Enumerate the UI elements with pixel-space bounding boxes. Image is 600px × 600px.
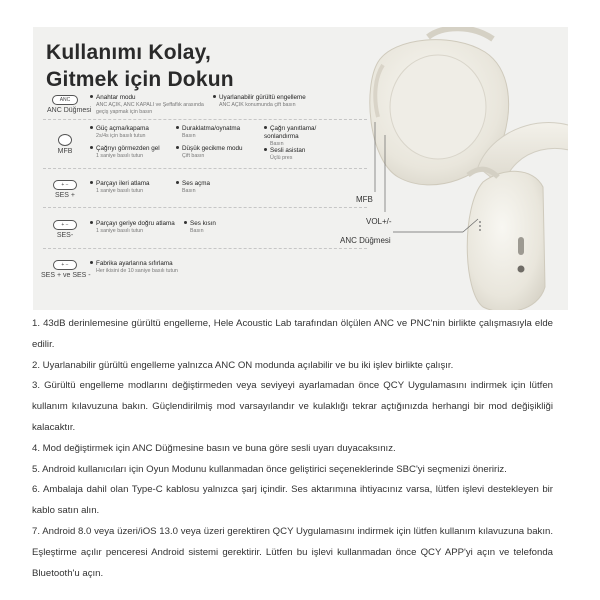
lower-earcup	[467, 171, 545, 310]
mfb-button-label: MFB	[57, 148, 73, 155]
mfb-button-icon	[58, 134, 72, 146]
anc-callout: ANC Düğmesi	[340, 236, 391, 245]
function-volume-down: Ses kısın Basın	[184, 220, 216, 235]
bullet-icon	[176, 181, 179, 184]
note-item: 1. 43dB derinlemesine gürültü engelleme, Hele Acoustic Lab tarafından ölçülen ANC ve PNC'nin birlikte çalışmasıyla elde edilir.	[32, 318, 553, 350]
bullet-icon	[176, 126, 179, 129]
title-line-1: Kullanımı Kolay,	[46, 41, 212, 64]
anc-pill: ANC	[52, 95, 78, 105]
vol-down-diagram	[47, 220, 83, 239]
mfb-callout: MFB	[356, 195, 373, 204]
function-play-pause: Duraklatma/oynatma Basın	[176, 125, 240, 140]
vol-up-diagram	[47, 180, 83, 199]
bullet-icon	[90, 181, 93, 184]
row-divider	[43, 168, 367, 169]
bullet-icon	[264, 126, 267, 129]
function-adaptive-anc: Uyarlanabilir gürültü engelleme ANC AÇIK konumunda çift basın	[213, 94, 306, 109]
bullet-icon	[176, 146, 179, 149]
function-factory-reset: Fabrika ayarlarına sıfırlama Her ikisini de 10 saniye basılı tutun	[90, 260, 178, 275]
vol-callout: VOL+/-	[366, 217, 392, 226]
notes-list	[32, 314, 553, 584]
anc-button-diagram	[47, 95, 92, 114]
note-item: 5. Android kullanıcıları için Oyun Modunu kullanmadan önce geliştirici seçeneklerinde SBC'yi seçmenizi öneririz.	[32, 463, 507, 475]
mfb-button-diagram	[47, 134, 83, 155]
function-power: Güç açma/kapama 2s/4s için basılı tutun	[90, 125, 149, 140]
row-divider	[43, 207, 367, 208]
function-switch-mode: Anahtar modu ANC AÇIK, ANC KAPALI ve Şeffaflık arasında geçiş yapmak için basın	[90, 94, 206, 115]
vol-pill: + −	[53, 180, 77, 190]
row-divider	[43, 248, 367, 249]
vol-down-label: SES-	[56, 232, 74, 239]
bullet-icon	[264, 148, 267, 151]
bullet-icon	[90, 146, 93, 149]
bullet-icon	[90, 95, 93, 98]
note-item: 2. Uyarlanabilir gürültü engelleme yalnızca ANC ON modunda açılabilir ve bu iki işlev birlikte çalışır.	[32, 359, 454, 371]
note-item: 4. Mod değiştirmek için ANC Düğmesine basın ve buna göre sesli uyarı duyacaksınız.	[32, 442, 396, 454]
usb-c-port	[518, 237, 524, 255]
row-divider	[43, 119, 367, 120]
vol-both-diagram	[41, 260, 89, 279]
function-next-track: Parçayı ileri atlama 1 saniye basılı tutun	[90, 180, 150, 195]
bullet-icon	[90, 261, 93, 264]
function-voice-assistant: Sesli asistan Üçlü pres	[264, 147, 305, 162]
audio-jack	[518, 266, 525, 273]
note-item: 6. Ambalaja dahil olan Type-C kablosu yalnızca şarj içindir. Ses aktarımına ihtiyacınız varsa, lütfen işlevi destekleyen bir kablo satın alın.	[32, 484, 553, 517]
function-volume-up: Ses açma Basın	[176, 180, 210, 195]
vol-pill: + −	[53, 260, 77, 270]
title-line-2: Gitmek için Dokun	[46, 68, 234, 91]
function-call-answer: Çağrı yanıtlama/ sonlandırma Basın	[264, 125, 317, 147]
bullet-icon	[90, 221, 93, 224]
vol-up-label: SES +	[54, 192, 76, 199]
function-low-latency: Düşük gecikme modu Çift basın	[176, 145, 243, 160]
bullet-icon	[213, 95, 216, 98]
bullet-icon	[184, 221, 187, 224]
vol-both-label: SES + ve SES -	[41, 272, 91, 279]
anc-button-label: ANC Düğmesi	[47, 107, 92, 114]
function-ignore-call: Çağrıyı görmezden gel 1 saniye basılı tutun	[90, 145, 160, 160]
function-previous-track: Parçayı geriye doğru atlama 1 saniye basılı tutun	[90, 220, 175, 235]
vol-pill: + −	[53, 220, 77, 230]
bullet-icon	[90, 126, 93, 129]
product-infographic-panel	[33, 27, 568, 310]
note-item: 7. Android 8.0 veya üzeri/iOS 13.0 veya üzeri gerektiren QCY Uygulamasını indirmek için lütfen kullanım kılavuzuna bakın. Eşleştirme açılır penceresi Android sistemi gerektirir. Lütfen bu işlevi kullanmadan önce QCY APP'yi açın ve telefonda Bluetooth'u açın.	[32, 525, 553, 579]
note-item: 3. Gürültü engelleme modlarını değiştirmeden veya seviyeyi ayarlamadan önce QCY Uygulamasını indirmek için lütfen kullanım kılavuzuna bakın. Güçlendirilmiş mod varsayılandır ve kulaklığı tekrar açtığınızda herhangi bir mod değişikliği kalacaktır.	[32, 380, 553, 433]
